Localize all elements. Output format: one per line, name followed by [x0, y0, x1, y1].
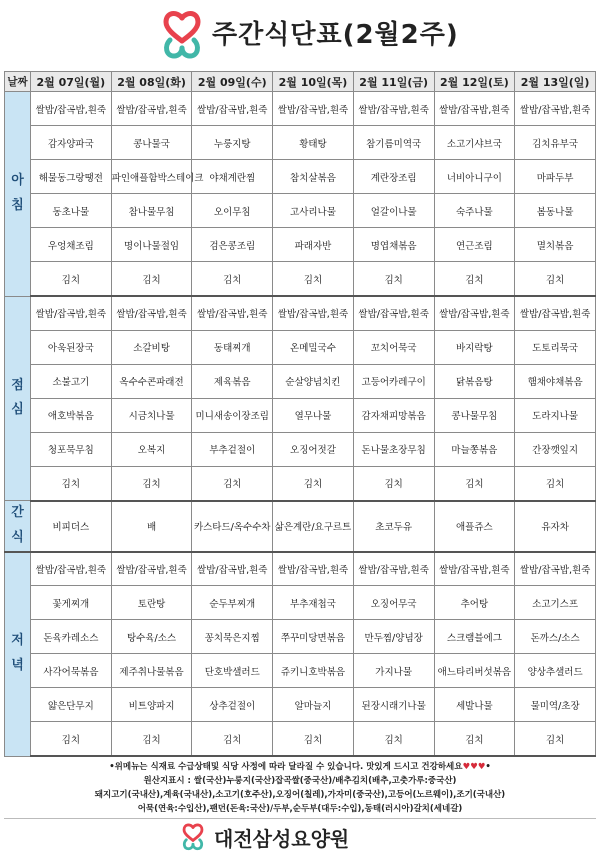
menu-item: 양상추샐러드 [515, 654, 596, 688]
menu-item: 쌀밥/잡곡밥,흰죽 [353, 296, 434, 330]
menu-item: 김치 [192, 262, 273, 296]
menu-item: 김치 [273, 262, 354, 296]
menu-item: 명이나물절임 [111, 228, 192, 262]
origin-line: 원산지표시 : 쌀(국산)누룽지(국산)잡곡쌀(중국산)/배추김치(배추,고춧가루:중국산) [143, 776, 457, 786]
menu-item: 도라지나물 [515, 398, 596, 432]
menu-item: 쌀밥/잡곡밥,흰죽 [192, 296, 273, 330]
menu-item: 애플쥬스 [434, 501, 515, 552]
day-header: 2월 09일(수) [192, 72, 273, 92]
breakfast-row [5, 126, 596, 160]
menu-item: 돈육카레소스 [31, 620, 112, 654]
menu-item: 쌀밥/잡곡밥,흰죽 [31, 296, 112, 330]
menu-item: 애느타리버섯볶음 [434, 654, 515, 688]
menu-item: 쌀밥/잡곡밥,흰죽 [515, 92, 596, 126]
menu-item: 김치 [192, 467, 273, 501]
menu-item: 김치 [515, 722, 596, 756]
menu-item: 소갈비탕 [111, 330, 192, 364]
menu-item: 누룽지탕 [192, 126, 273, 160]
menu-item: 햄채야채볶음 [515, 364, 596, 398]
notice-bullet: • [485, 762, 491, 772]
menu-item: 명엽채볶음 [353, 228, 434, 262]
menu-item: 김치 [111, 722, 192, 756]
origin-line: 돼지고기(국내산),계육(국내산),소고기(호주산),오징어(칠레),가자미(중국산),고등어(노르웨이),조기(국내산) [94, 790, 506, 800]
menu-item: 만두찜/양념장 [353, 620, 434, 654]
day-header: 2월 10일(목) [273, 72, 354, 92]
day-header: 2월 07일(월) [31, 72, 112, 92]
menu-item: 쌀밥/잡곡밥,흰죽 [273, 552, 354, 586]
menu-item: 참나물무침 [111, 194, 192, 228]
menu-item: 동태찌개 [192, 330, 273, 364]
heart-icon: ♥♥♥ [462, 762, 486, 772]
lunch-row [5, 330, 596, 364]
menu-item: 꽁치묵은지찜 [192, 620, 273, 654]
menu-item: 김치 [31, 467, 112, 501]
menu-item: 콩나물무침 [434, 398, 515, 432]
menu-item: 김치 [111, 467, 192, 501]
menu-item: 시금치나물 [111, 398, 192, 432]
menu-item: 야채계란찜 [192, 160, 273, 194]
menu-item: 오복지 [111, 432, 192, 466]
menu-item: 삶은계란/요구르트 [273, 501, 354, 552]
lunch-row [5, 467, 596, 501]
menu-item: 김치 [515, 262, 596, 296]
menu-item: 마파두부 [515, 160, 596, 194]
menu-item: 쌀밥/잡곡밥,흰죽 [192, 552, 273, 586]
breakfast-row [5, 92, 596, 126]
menu-item: 온메밀국수 [273, 330, 354, 364]
menu-item: 순두부찌개 [192, 586, 273, 620]
meal-category-lunch: 점심 [5, 296, 31, 501]
dinner-row [5, 722, 596, 756]
notice-text: •위메뉴는 식재료 수급상태및 식당 사정에 따라 달라질 수 있습니다. 맛있게 드시고 건강하세요 [109, 762, 463, 772]
meal-category-snack: 간식 [5, 501, 31, 552]
menu-item: 쌀밥/잡곡밥,흰죽 [111, 296, 192, 330]
menu-item: 미니새송이장조림 [192, 398, 273, 432]
footer [4, 818, 596, 852]
menu-item: 쌀밥/잡곡밥,흰죽 [515, 552, 596, 586]
menu-item: 쌀밥/잡곡밥,흰죽 [273, 296, 354, 330]
day-header: 2월 12일(토) [434, 72, 515, 92]
meal-category-breakfast: 아침 [5, 92, 31, 297]
menu-item: 옥수수콘파래전 [111, 364, 192, 398]
menu-body [5, 92, 596, 757]
lunch-row [5, 398, 596, 432]
menu-item: 연근조림 [434, 228, 515, 262]
menu-item: 아욱된장국 [31, 330, 112, 364]
menu-item: 청포묵무침 [31, 432, 112, 466]
menu-item: 김치 [434, 262, 515, 296]
dinner-row [5, 552, 596, 586]
menu-item: 애호박볶음 [31, 398, 112, 432]
breakfast-row [5, 160, 596, 194]
menu-item: 비피더스 [31, 501, 112, 552]
meal-category-dinner: 저녁 [5, 552, 31, 757]
menu-item: 초코두유 [353, 501, 434, 552]
menu-item: 김치 [273, 467, 354, 501]
menu-item: 소불고기 [31, 364, 112, 398]
heart-cross-icon [180, 823, 206, 851]
menu-item: 고등어카레구이 [353, 364, 434, 398]
menu-item: 간장깻잎지 [515, 432, 596, 466]
menu-item: 김치 [192, 722, 273, 756]
dinner-row [5, 620, 596, 654]
dinner-row [5, 586, 596, 620]
menu-item: 토란탕 [111, 586, 192, 620]
notice-line [0, 760, 600, 774]
menu-item: 쌀밥/잡곡밥,흰죽 [434, 296, 515, 330]
menu-item: 콩나물국 [111, 126, 192, 160]
lunch-row [5, 432, 596, 466]
menu-item: 김치 [434, 467, 515, 501]
menu-item: 계란장조림 [353, 160, 434, 194]
menu-item: 마늘쫑볶음 [434, 432, 515, 466]
menu-item: 된장시래기나물 [353, 688, 434, 722]
menu-item: 감자채피망볶음 [353, 398, 434, 432]
menu-item: 동초나물 [31, 194, 112, 228]
menu-item: 김치 [31, 722, 112, 756]
heart-cross-icon [160, 10, 204, 60]
menu-item: 오징어젓갈 [273, 432, 354, 466]
menu-item: 부추재첩국 [273, 586, 354, 620]
menu-item: 쭈꾸미당면볶음 [273, 620, 354, 654]
menu-item: 쌀밥/잡곡밥,흰죽 [192, 92, 273, 126]
facility-name: 대전삼성요양원 [214, 827, 350, 851]
breakfast-row [5, 228, 596, 262]
menu-item: 얼갈이나물 [353, 194, 434, 228]
date-header-label: 날짜 [5, 72, 31, 92]
date-header-row [5, 72, 596, 92]
menu-item: 순살양념치킨 [273, 364, 354, 398]
menu-item: 탕수육/소스 [111, 620, 192, 654]
menu-item: 파래자반 [273, 228, 354, 262]
page-title: 주간식단표(2월2주) [212, 20, 459, 50]
snack-row [5, 501, 596, 552]
menu-item: 쌀밥/잡곡밥,흰죽 [434, 92, 515, 126]
menu-item: 스크램블에그 [434, 620, 515, 654]
menu-item: 바지락탕 [434, 330, 515, 364]
notice-block [0, 760, 600, 816]
menu-item: 세발나물 [434, 688, 515, 722]
menu-item: 상추겉절이 [192, 688, 273, 722]
menu-item: 제주취나물볶음 [111, 654, 192, 688]
menu-item: 쌀밥/잡곡밥,흰죽 [31, 92, 112, 126]
menu-item: 쌀밥/잡곡밥,흰죽 [434, 552, 515, 586]
menu-item: 제육볶음 [192, 364, 273, 398]
menu-item: 쌀밥/잡곡밥,흰죽 [111, 92, 192, 126]
menu-item: 쌀밥/잡곡밥,흰죽 [353, 92, 434, 126]
menu-item: 꼬치어묵국 [353, 330, 434, 364]
menu-item: 참치살볶음 [273, 160, 354, 194]
menu-item: 물미역/초장 [515, 688, 596, 722]
menu-item: 오징어무국 [353, 586, 434, 620]
menu-item: 숙주나물 [434, 194, 515, 228]
menu-item: 돈나물초장무침 [353, 432, 434, 466]
lunch-row [5, 364, 596, 398]
menu-item: 얇은단무지 [31, 688, 112, 722]
menu-item: 해물동그랑땡전 [31, 160, 112, 194]
menu-item: 김치 [31, 262, 112, 296]
menu-item: 김치 [353, 262, 434, 296]
menu-item: 고사리나물 [273, 194, 354, 228]
menu-item: 도토리묵국 [515, 330, 596, 364]
menu-item: 부추겉절이 [192, 432, 273, 466]
dinner-row [5, 654, 596, 688]
menu-item: 김치 [515, 467, 596, 501]
menu-item: 검은콩조림 [192, 228, 273, 262]
menu-item: 돈까스/소스 [515, 620, 596, 654]
menu-item: 배 [111, 501, 192, 552]
menu-item: 참기름미역국 [353, 126, 434, 160]
menu-item: 너비아니구이 [434, 160, 515, 194]
menu-item: 쌀밥/잡곡밥,흰죽 [515, 296, 596, 330]
menu-item: 단호박샐러드 [192, 654, 273, 688]
menu-item: 오이무침 [192, 194, 273, 228]
menu-item: 가지나물 [353, 654, 434, 688]
menu-item: 소고기스프 [515, 586, 596, 620]
menu-item: 추어탕 [434, 586, 515, 620]
menu-item: 쌀밥/잡곡밥,흰죽 [353, 552, 434, 586]
menu-item: 쌀밥/잡곡밥,흰죽 [31, 552, 112, 586]
dinner-row [5, 688, 596, 722]
menu-item: 김치 [434, 722, 515, 756]
menu-item: 우엉채조림 [31, 228, 112, 262]
menu-item: 김치 [111, 262, 192, 296]
menu-item: 소고기샤브국 [434, 126, 515, 160]
menu-item: 김치 [273, 722, 354, 756]
day-header: 2월 11일(금) [353, 72, 434, 92]
menu-item: 파인애플함박스테이크 [111, 160, 192, 194]
menu-item: 사각어묵볶음 [31, 654, 112, 688]
menu-item: 봄동나물 [515, 194, 596, 228]
menu-item: 멸치볶음 [515, 228, 596, 262]
menu-item: 비트양파지 [111, 688, 192, 722]
lunch-row [5, 296, 596, 330]
page-header [0, 0, 600, 70]
menu-item: 유자차 [515, 501, 596, 552]
menu-item: 쥬키니호박볶음 [273, 654, 354, 688]
weekly-menu-table [4, 71, 596, 757]
menu-item: 꽃게찌개 [31, 586, 112, 620]
menu-item: 알마늘지 [273, 688, 354, 722]
menu-item: 황태탕 [273, 126, 354, 160]
menu-item: 김치 [353, 467, 434, 501]
origin-line: 어묵(연육:수입산),팬던(돈육:국산)/두부,순두부(대두:수입),동태(러시아)갈치(세네갈) [137, 804, 463, 814]
breakfast-row [5, 262, 596, 296]
breakfast-row [5, 194, 596, 228]
menu-item: 닭볶음탕 [434, 364, 515, 398]
menu-item: 감자양파국 [31, 126, 112, 160]
menu-item: 쌀밥/잡곡밥,흰죽 [111, 552, 192, 586]
menu-item: 카스타드/옥수수차 [192, 501, 273, 552]
day-header: 2월 08일(화) [111, 72, 192, 92]
menu-item: 쌀밥/잡곡밥,흰죽 [273, 92, 354, 126]
menu-item: 김치 [353, 722, 434, 756]
day-header: 2월 13일(일) [515, 72, 596, 92]
menu-item: 김치유부국 [515, 126, 596, 160]
menu-item: 열무나물 [273, 398, 354, 432]
